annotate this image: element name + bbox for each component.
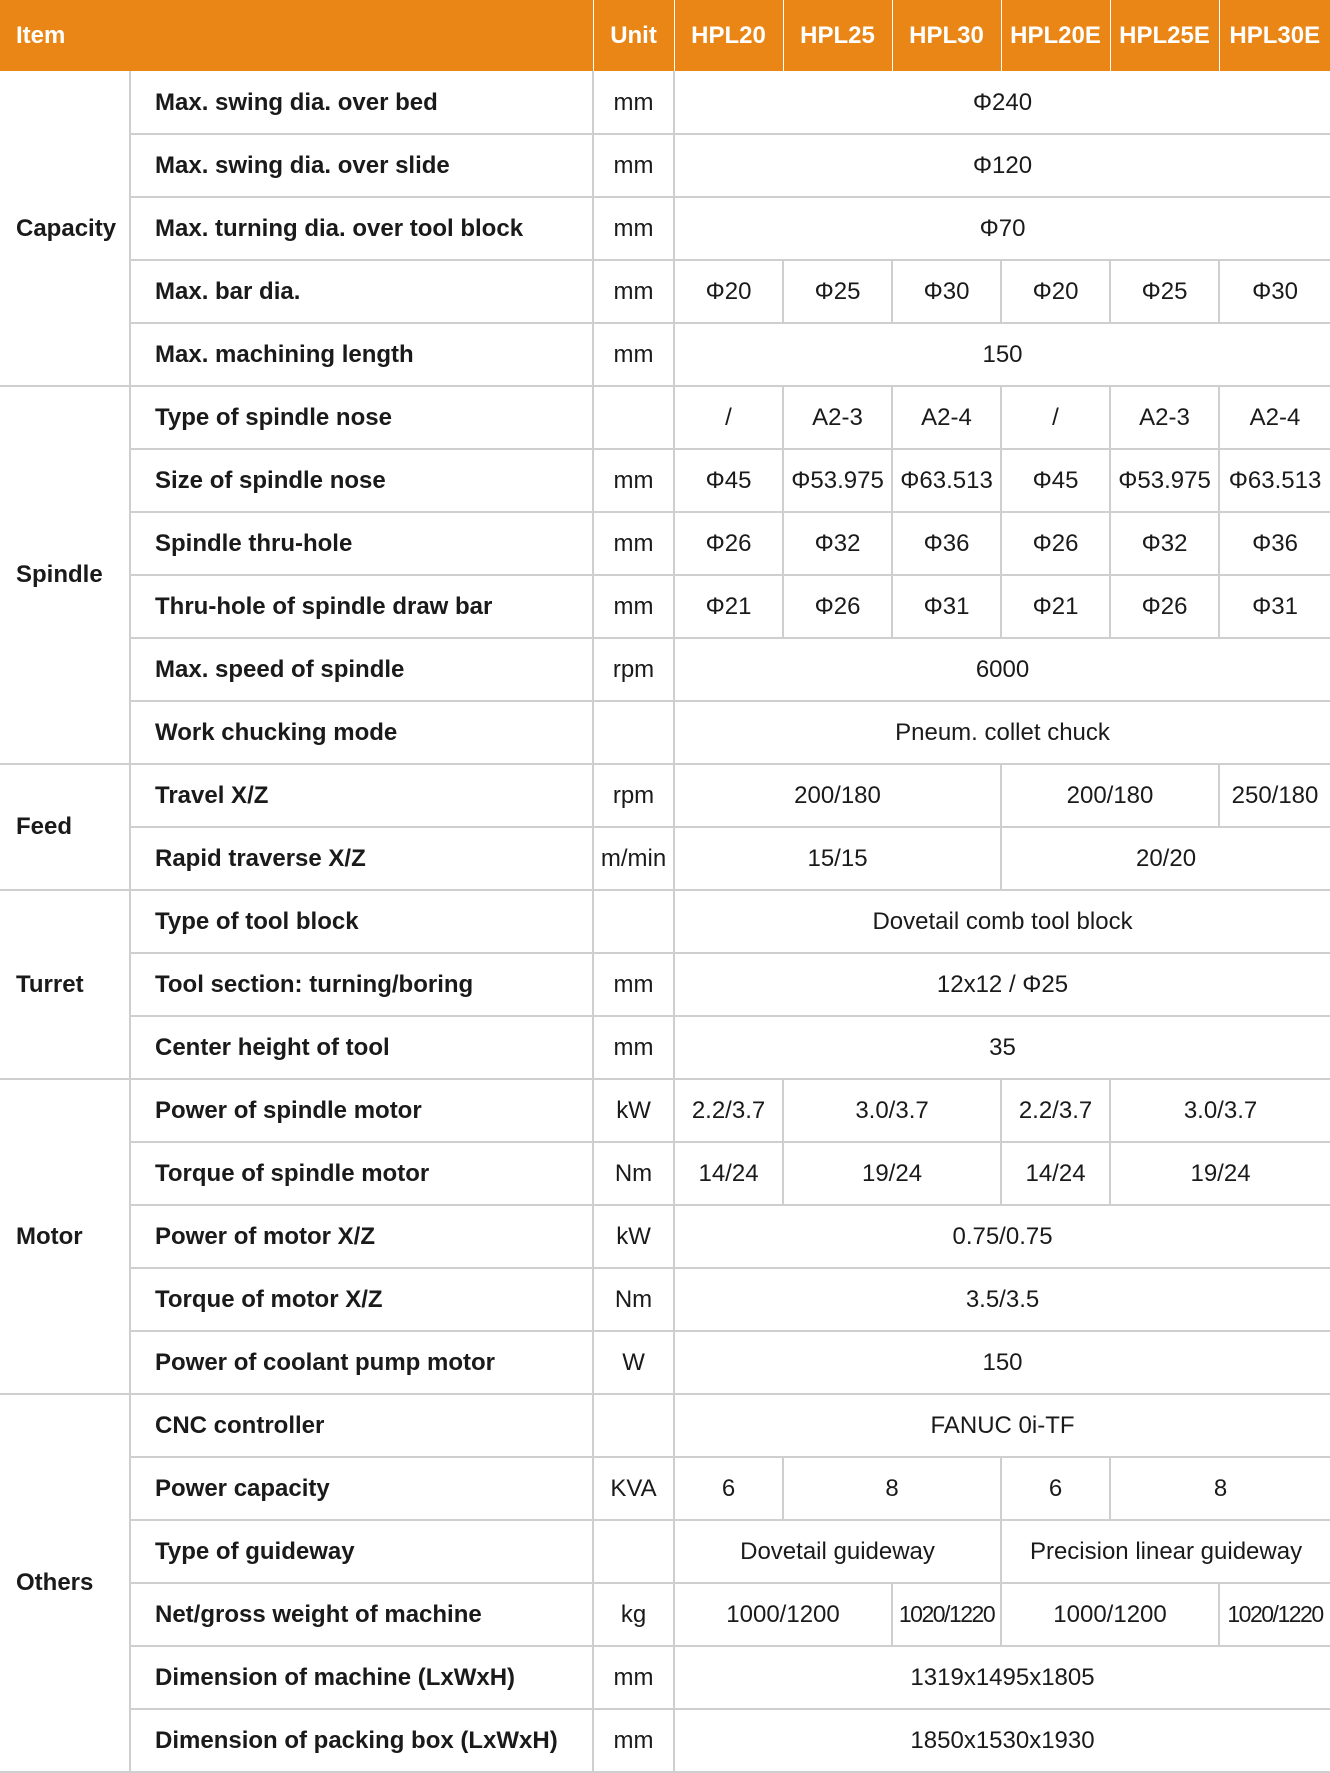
parameter-name: Spindle thru-hole [130,512,593,575]
value-cell: A2-4 [892,386,1001,449]
unit-cell [593,1520,674,1583]
unit-cell: kW [593,1205,674,1268]
parameter-name: Power of coolant pump motor [130,1331,593,1394]
value-cell: 1000/1200 [674,1583,892,1646]
value-cell: Φ53.975 [783,449,892,512]
value-cell: 3.5/3.5 [674,1268,1330,1331]
value-cell: Φ63.513 [1219,449,1330,512]
table-row [0,1079,1330,1142]
value-cell: 1000/1200 [1001,1583,1219,1646]
parameter-name: Torque of spindle motor [130,1142,593,1205]
value-cell: Precision linear guideway [1001,1520,1330,1583]
value-cell: 14/24 [1001,1142,1110,1205]
table-row [0,1394,1330,1457]
value-cell: Φ25 [783,260,892,323]
section-label: Spindle [0,386,130,764]
value-cell: 250/180 [1219,764,1330,827]
unit-cell: rpm [593,764,674,827]
unit-cell: KVA [593,1457,674,1520]
section-label: Feed [0,764,130,890]
unit-cell [593,890,674,953]
value-cell: A2-3 [783,386,892,449]
header-model: HPL30E [1219,0,1330,72]
header-model: HPL30 [892,0,1001,72]
value-cell: Φ45 [1001,449,1110,512]
value-cell: 8 [1110,1457,1330,1520]
parameter-name: Tool section: turning/boring [130,953,593,1016]
value-cell: Φ30 [892,260,1001,323]
value-cell: 150 [674,323,1330,386]
header-model: HPL25 [783,0,892,72]
unit-cell: mm [593,575,674,638]
value-cell: Φ240 [674,72,1330,135]
value-cell: 35 [674,1016,1330,1079]
value-cell: Φ70 [674,197,1330,260]
table-header [0,0,1330,72]
table-row [0,512,1330,575]
value-cell: FANUC 0i-TF [674,1394,1330,1457]
table-row [0,1268,1330,1331]
table-row [0,701,1330,764]
table-row [0,953,1330,1016]
value-cell: Φ45 [674,449,783,512]
parameter-name: Travel X/Z [130,764,593,827]
parameter-name: Size of spindle nose [130,449,593,512]
table-row [0,1520,1330,1583]
parameter-name: Torque of motor X/Z [130,1268,593,1331]
table-row [0,764,1330,827]
section-label: Motor [0,1079,130,1394]
table-row [0,1583,1330,1646]
parameter-name: Thru-hole of spindle draw bar [130,575,593,638]
table-row [0,890,1330,953]
value-cell: 3.0/3.7 [1110,1079,1330,1142]
table-row [0,1142,1330,1205]
value-cell: Φ36 [892,512,1001,575]
unit-cell: mm [593,1709,674,1772]
table-row [0,323,1330,386]
table-row [0,1709,1330,1772]
unit-cell: mm [593,134,674,197]
value-cell: 6 [1001,1457,1110,1520]
value-cell: 6 [674,1457,783,1520]
table-row [0,260,1330,323]
unit-cell: W [593,1331,674,1394]
parameter-name: Max. bar dia. [130,260,593,323]
value-cell: Pneum. collet chuck [674,701,1330,764]
table-row [0,134,1330,197]
table-body [0,72,1330,1773]
value-cell: Dovetail guideway [674,1520,1001,1583]
parameter-name: CNC controller [130,1394,593,1457]
value-cell: 2.2/3.7 [674,1079,783,1142]
unit-cell: mm [593,953,674,1016]
value-cell: Φ20 [1001,260,1110,323]
value-cell: / [674,386,783,449]
unit-cell: Nm [593,1142,674,1205]
unit-cell [593,701,674,764]
table-row [0,72,1330,135]
parameter-name: Max. speed of spindle [130,638,593,701]
parameter-name: Type of tool block [130,890,593,953]
unit-cell: kW [593,1079,674,1142]
unit-cell: mm [593,449,674,512]
header-model: HPL20E [1001,0,1110,72]
value-cell: Φ25 [1110,260,1219,323]
unit-cell [593,386,674,449]
value-cell: 1319x1495x1805 [674,1646,1330,1709]
parameter-name: Dimension of machine (LxWxH) [130,1646,593,1709]
value-cell: Φ32 [1110,512,1219,575]
value-cell: Dovetail comb tool block [674,890,1330,953]
header-item: Item [0,0,593,72]
parameter-name: Rapid traverse X/Z [130,827,593,890]
value-cell: Φ31 [1219,575,1330,638]
table-row [0,1016,1330,1079]
table-row [0,1205,1330,1268]
unit-cell: mm [593,72,674,135]
parameter-name: Max. swing dia. over slide [130,134,593,197]
parameter-name: Max. machining length [130,323,593,386]
table-row [0,575,1330,638]
table-row [0,449,1330,512]
value-cell: 0.75/0.75 [674,1205,1330,1268]
unit-cell: mm [593,1016,674,1079]
parameter-name: Max. swing dia. over bed [130,72,593,135]
value-cell: A2-3 [1110,386,1219,449]
value-cell: Φ21 [674,575,783,638]
header-row [0,0,1330,72]
section-label: Others [0,1394,130,1772]
parameter-name: Power of motor X/Z [130,1205,593,1268]
header-model: HPL20 [674,0,783,72]
section-label: Turret [0,890,130,1079]
value-cell: 150 [674,1331,1330,1394]
value-cell: 8 [783,1457,1001,1520]
header-unit: Unit [593,0,674,72]
section-label: Capacity [0,72,130,387]
parameter-name: Max. turning dia. over tool block [130,197,593,260]
value-cell: Φ30 [1219,260,1330,323]
value-cell: Φ32 [783,512,892,575]
value-cell: 6000 [674,638,1330,701]
value-cell: Φ31 [892,575,1001,638]
table-row [0,638,1330,701]
value-cell: Φ20 [674,260,783,323]
value-cell: Φ26 [1110,575,1219,638]
parameter-name: Power capacity [130,1457,593,1520]
parameter-name: Dimension of packing box (LxWxH) [130,1709,593,1772]
value-cell: 2.2/3.7 [1001,1079,1110,1142]
value-cell: Φ21 [1001,575,1110,638]
table-row [0,1646,1330,1709]
unit-cell: rpm [593,638,674,701]
value-cell: 20/20 [1001,827,1330,890]
unit-cell: mm [593,512,674,575]
value-cell: 12x12 / Φ25 [674,953,1330,1016]
value-cell: Φ26 [674,512,783,575]
value-cell: A2-4 [1219,386,1330,449]
parameter-name: Type of guideway [130,1520,593,1583]
value-cell: Φ36 [1219,512,1330,575]
unit-cell: mm [593,197,674,260]
value-cell: 15/15 [674,827,1001,890]
table-row [0,1457,1330,1520]
value-cell: 1020/1220 [892,1583,1001,1646]
table-row [0,827,1330,890]
value-cell: 1020/1220 [1219,1583,1330,1646]
value-cell: 19/24 [1110,1142,1330,1205]
value-cell: 200/180 [674,764,1001,827]
unit-cell: mm [593,1646,674,1709]
parameter-name: Work chucking mode [130,701,593,764]
value-cell: / [1001,386,1110,449]
value-cell: Φ26 [783,575,892,638]
unit-cell: mm [593,260,674,323]
value-cell: 1850x1530x1930 [674,1709,1330,1772]
table-row [0,197,1330,260]
parameter-name: Type of spindle nose [130,386,593,449]
value-cell: 3.0/3.7 [783,1079,1001,1142]
unit-cell [593,1394,674,1457]
table-row [0,1331,1330,1394]
unit-cell: m/min [593,827,674,890]
unit-cell: Nm [593,1268,674,1331]
value-cell: 14/24 [674,1142,783,1205]
unit-cell: kg [593,1583,674,1646]
parameter-name: Net/gross weight of machine [130,1583,593,1646]
unit-cell: mm [593,323,674,386]
value-cell: 200/180 [1001,764,1219,827]
value-cell: Φ53.975 [1110,449,1219,512]
value-cell: 19/24 [783,1142,1001,1205]
value-cell: Φ63.513 [892,449,1001,512]
value-cell: Φ120 [674,134,1330,197]
value-cell: Φ26 [1001,512,1110,575]
header-model: HPL25E [1110,0,1219,72]
table-row [0,386,1330,449]
parameter-name: Power of spindle motor [130,1079,593,1142]
parameter-name: Center height of tool [130,1016,593,1079]
